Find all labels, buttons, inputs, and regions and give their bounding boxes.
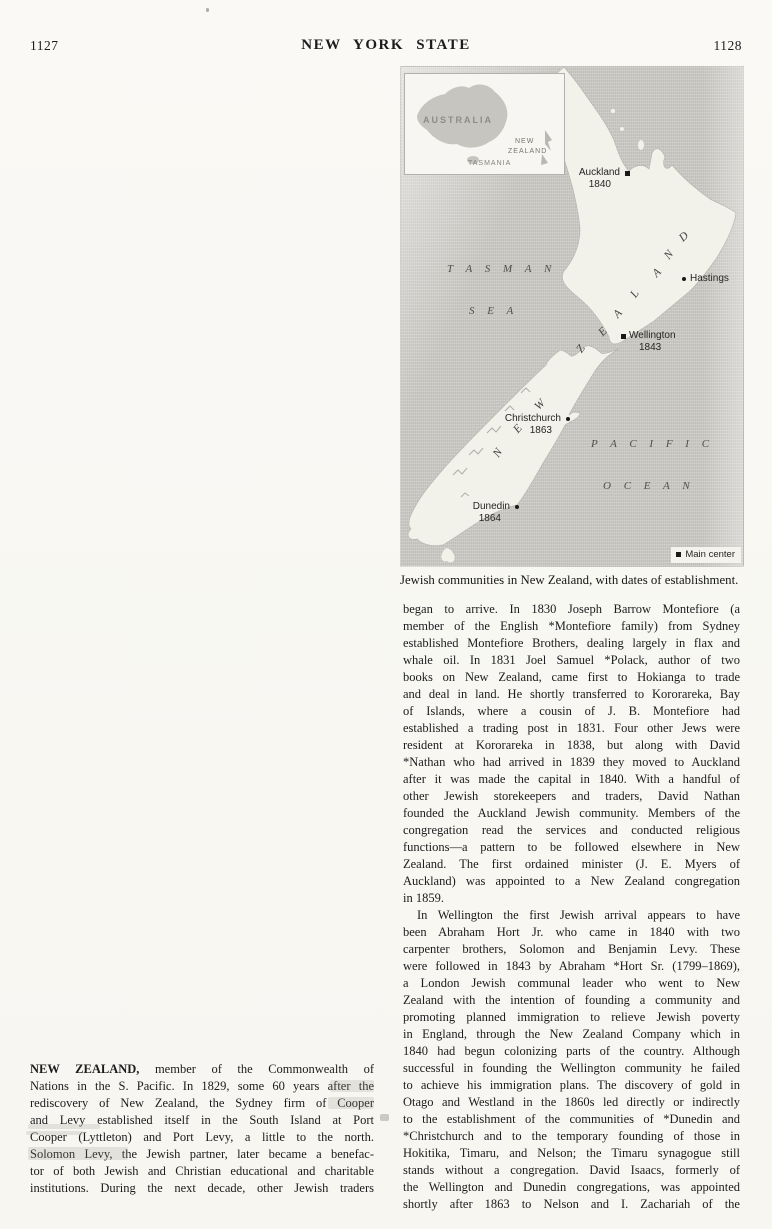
text-line: Zealand with the intention of founding a community and: [403, 993, 740, 1007]
text-line: established a trading post in 1831. Four other Jews were: [403, 721, 740, 735]
text-line: in England, through the New Zealand Company which in: [403, 1027, 740, 1041]
text-line: carpenter brothers, Solomon and Benjamin Levy. These: [403, 942, 740, 956]
text-line: were followed in 1843 by Abraham *Hort Sr. (1799–1869),: [403, 959, 740, 973]
town-dot-icon: [566, 417, 570, 421]
text-line: *Nathan who had arrived in 1839 they moved to Auckland: [403, 755, 740, 769]
sea-name-label: P A C I F I C: [591, 438, 715, 450]
establishment-year-label: 1843: [639, 342, 662, 353]
new-zealand-article-start: [30, 1061, 374, 1197]
text-line: to achieve his immigration plans. The discovery of gold in: [403, 1078, 740, 1092]
right-text-column: [403, 601, 740, 1213]
island-name-letter: N: [661, 248, 677, 262]
establishment-year-label: 1840: [588, 179, 611, 190]
city-name-label: Wellington: [629, 330, 676, 341]
inset-australia-label: AUSTRALIA: [423, 115, 493, 125]
island-name-letter: L: [628, 287, 642, 301]
new-zealand-map: [400, 66, 744, 567]
text-line: NEW ZEALAND, member of the Commonwealth of: [30, 1062, 374, 1076]
paragraph: [403, 601, 740, 907]
text-line: promoting planned immigration to relieve Jewish poverty: [403, 1010, 740, 1024]
text-line: stands without a congregation. David Isaacs, formerly of: [403, 1163, 740, 1177]
text-line: rediscovery of New Zealand, the Sydney firm of Cooper: [30, 1096, 374, 1110]
text-line: of Islands, where a cousin of J. B. Montefiore had: [403, 704, 740, 718]
text-line: books on New Zealand, came first to Hokianga to trade: [403, 670, 740, 684]
highlight-mark: [328, 1097, 374, 1109]
paragraph: [403, 907, 740, 1213]
text-line: other Jewish storekeepers and traders, David Nathan: [403, 789, 740, 803]
running-head: NEW YORK STATE: [301, 37, 471, 53]
map-legend: [671, 547, 741, 563]
text-line: tor of both Jewish and Christian educational and charitable: [30, 1164, 374, 1178]
city-name-label: Dunedin: [472, 501, 510, 512]
establishment-year-label: 1864: [478, 513, 501, 524]
map-caption: Jewish communities in New Zealand, with dates of establishment.: [400, 573, 739, 587]
text-line: been Abraham Hort Jr. who came in 1840 with two: [403, 925, 740, 939]
island-name-letter: D: [676, 229, 692, 245]
text-line: a London Jewish communal leader who went to New: [403, 976, 740, 990]
text-line: and deal in land. He shortly transferred to Kororareka, Bay: [403, 687, 740, 701]
text-line: Nations in the S. Pacific. In 1829, some 60 years after the: [30, 1079, 374, 1093]
text-line: the Wellington and Dunedin congregations, was appointed: [403, 1180, 740, 1194]
island-name-letter: N: [490, 446, 506, 460]
inset-new-zealand-label-line1: NEW: [515, 138, 535, 145]
inset-new-zealand-label-line2: ZEALAND: [508, 148, 548, 155]
text-line: Hokitika, Timaru, and Nelson; the Timaru synagogue still: [403, 1146, 740, 1160]
left-text-column: [30, 1061, 374, 1197]
text-line: whale oil. In 1831 Joel Samuel *Polack, author of two: [403, 653, 740, 667]
island-name-letter: W: [532, 397, 548, 413]
island-name-letter: E: [596, 325, 610, 339]
sea-name-label: T A S M A N: [447, 263, 557, 275]
text-line: shortly after 1863 to Nelson and I. Zachariah of the: [403, 1197, 740, 1211]
city-name-label: Hastings: [690, 273, 729, 284]
town-dot-icon: [682, 277, 686, 281]
city-name-label: Christchurch: [504, 413, 561, 424]
text-line: 1840 had begun colonizing parts of the country. Although: [403, 1044, 740, 1058]
text-line: functions—a pattern to be followed elsewhere in New: [403, 840, 740, 854]
text-line: member of the English *Montefiore family) from Sydney: [403, 619, 740, 633]
map-inset-australia: [404, 73, 565, 175]
town-dot-icon: [515, 505, 519, 509]
main-center-square-icon: [621, 334, 626, 339]
page-number-right: 1128: [713, 38, 742, 53]
pencil-mark: [380, 1114, 389, 1121]
text-line: to the establishment of the communities of *Dunedin and: [403, 1112, 740, 1126]
text-line: Zealand. The first ordained minister (J. E. Myers of: [403, 857, 740, 871]
establishment-year-label: 1863: [529, 425, 552, 436]
sea-name-label: S E A: [469, 305, 519, 317]
text-line: established Montefiore Brothers, dealing largely in flax and: [403, 636, 740, 650]
text-line: founded the Auckland Jewish community. Members of the: [403, 806, 740, 820]
text-line: Otago and Westland in the 1860s led directly or indirectly: [403, 1095, 740, 1109]
highlight-mark: [28, 1147, 128, 1160]
city-name-label: Auckland: [578, 167, 620, 178]
sea-name-label: O C E A N: [603, 480, 695, 492]
highlight-mark: [330, 1080, 374, 1092]
underline-mark: [26, 1131, 84, 1135]
text-line: In Wellington the first Jewish arrival appears to have: [417, 908, 740, 922]
text-line: and Levy established itself in the South Island at Port: [30, 1113, 374, 1127]
inset-tasmania-label: TASMANIA: [468, 160, 512, 167]
text-line: resident at Kororareka in 1838, but along with David: [403, 738, 740, 752]
island-name-letter: A: [650, 266, 664, 280]
text-line: institutions. During the next decade, other Jewish traders: [30, 1181, 374, 1195]
island-name-letter: E: [511, 422, 525, 436]
text-line: *Christchurch and to the temporary founding of those in: [403, 1129, 740, 1143]
text-line: after it was made the capital in 1840. With a handful of: [403, 772, 740, 786]
island-name-letter: A: [611, 307, 625, 321]
page-number-left: 1127: [30, 38, 59, 53]
island-name-letter: Z: [574, 342, 588, 356]
text-line: Auckland) was appointed to a New Zealand congregation: [403, 874, 740, 888]
speck: [206, 8, 209, 12]
text-line: Solomon Levy, the Jewish partner, later became a benefac-: [30, 1147, 374, 1161]
text-line: in 1859.: [403, 891, 444, 905]
text-line: congregation read the services and conducted religious: [403, 823, 740, 837]
underline-mark: [28, 1124, 100, 1129]
main-center-square-icon: [625, 171, 630, 176]
text-line: successful in founding the Wellington community he failed: [403, 1061, 740, 1075]
legend-label: Main center: [685, 549, 735, 560]
text-line: Cooper (Lyttleton) and Port Levy, a little to the north.: [30, 1130, 374, 1144]
main-center-square-icon: [676, 552, 681, 557]
text-line: began to arrive. In 1830 Joseph Barrow Montefiore (a: [403, 602, 740, 616]
